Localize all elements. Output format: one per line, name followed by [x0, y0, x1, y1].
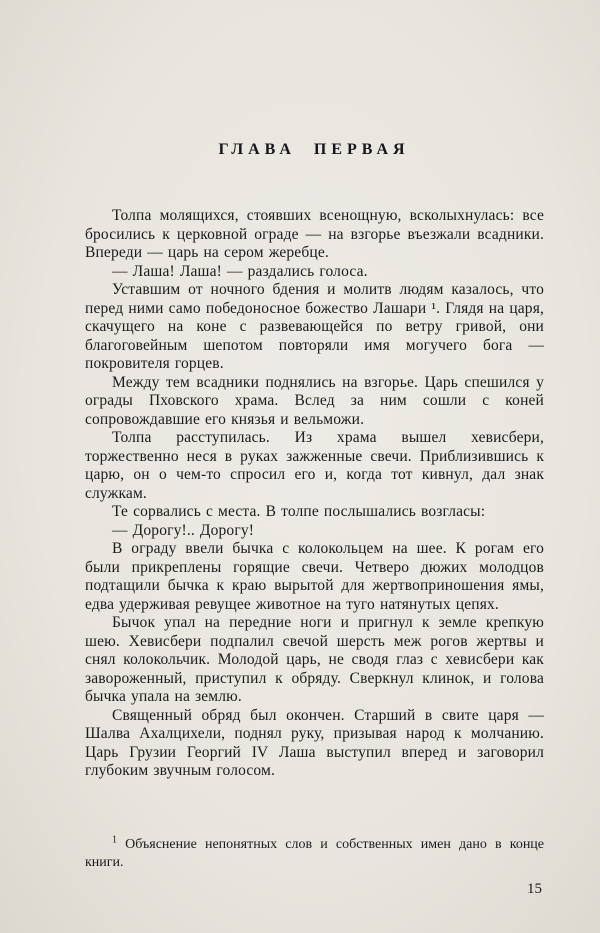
paragraph: Толпа расступилась. Из храма вышел хевисбери, торжественно неся в руках зажженные свечи. Приблизившись к царю, он о чем-то спросил его и, когда тот кивнул, дал знак служкам. [85, 429, 544, 502]
footnote-line [85, 836, 544, 872]
paragraph: — Дорогу!.. Дорогу! [112, 521, 255, 539]
page-number: 15 [527, 881, 542, 897]
paragraph: Бычок упал на передние ноги и пригнул к земле крепкую шею. Хевисбери подпалил свечой шерсть меж рогов жертвы и снял колокольчик. Молодой царь, не сводя глаз с хевисбери как завороженный, приступил к обряду. Сверкнул клинок, и голова бычка упала на землю. [85, 614, 544, 705]
paragraph: — Лаша! Лаша! — раздались голоса. [112, 262, 368, 280]
paragraph: Священный обряд был окончен. Старший в свите царя — Шалва Ахалцихели, поднял руку, призывая народ к молчанию. Царь Грузии Георгий IV Лаша выступил вперед и заговорил глубоким звучным голосом. [85, 706, 544, 779]
body-text [85, 207, 544, 781]
footnote-text: Объяснение непонятных слов и собственных имен дано в конце книги. [85, 837, 545, 870]
footnote [85, 836, 544, 872]
paragraph: Уставшим от ночного бдения и молитв людям казалось, что перед ними само победоносное божество Лашари ¹. Глядя на царя, скачущего на коне с развевающейся по ветру гривой, они благоговейным шепотом повторяли имя могучего бога — покровителя горцев. [85, 281, 544, 372]
paragraph: Толпа молящихся, стоявших всенощную, всколыхнулась: все бросились к церковной ограде — на взгорье въезжали всадники. Впереди — царь на сером жеребце. [85, 207, 544, 261]
footnote-marker: 1 [112, 834, 117, 846]
paragraph: В ограду ввели бычка с колокольцем на шее. К рогам его были прикреплены горящие свечи. Четверо дюжих молодцов подтащили бычка к краю вырытой для жертвоприношения ямы, едва удерживая ревущее животное на туго натянутых цепях. [85, 540, 544, 613]
paragraph: Между тем всадники поднялись на взгорье. Царь спешился у ограды Пховского храма. Вслед за ним сошли с коней сопровождавшие его князья и вельможи. [85, 373, 544, 428]
paragraph: Те сорвались с места. В толпе послышались возгласы: [112, 503, 486, 520]
chapter-title: ГЛАВА ПЕРВАЯ [218, 141, 410, 158]
